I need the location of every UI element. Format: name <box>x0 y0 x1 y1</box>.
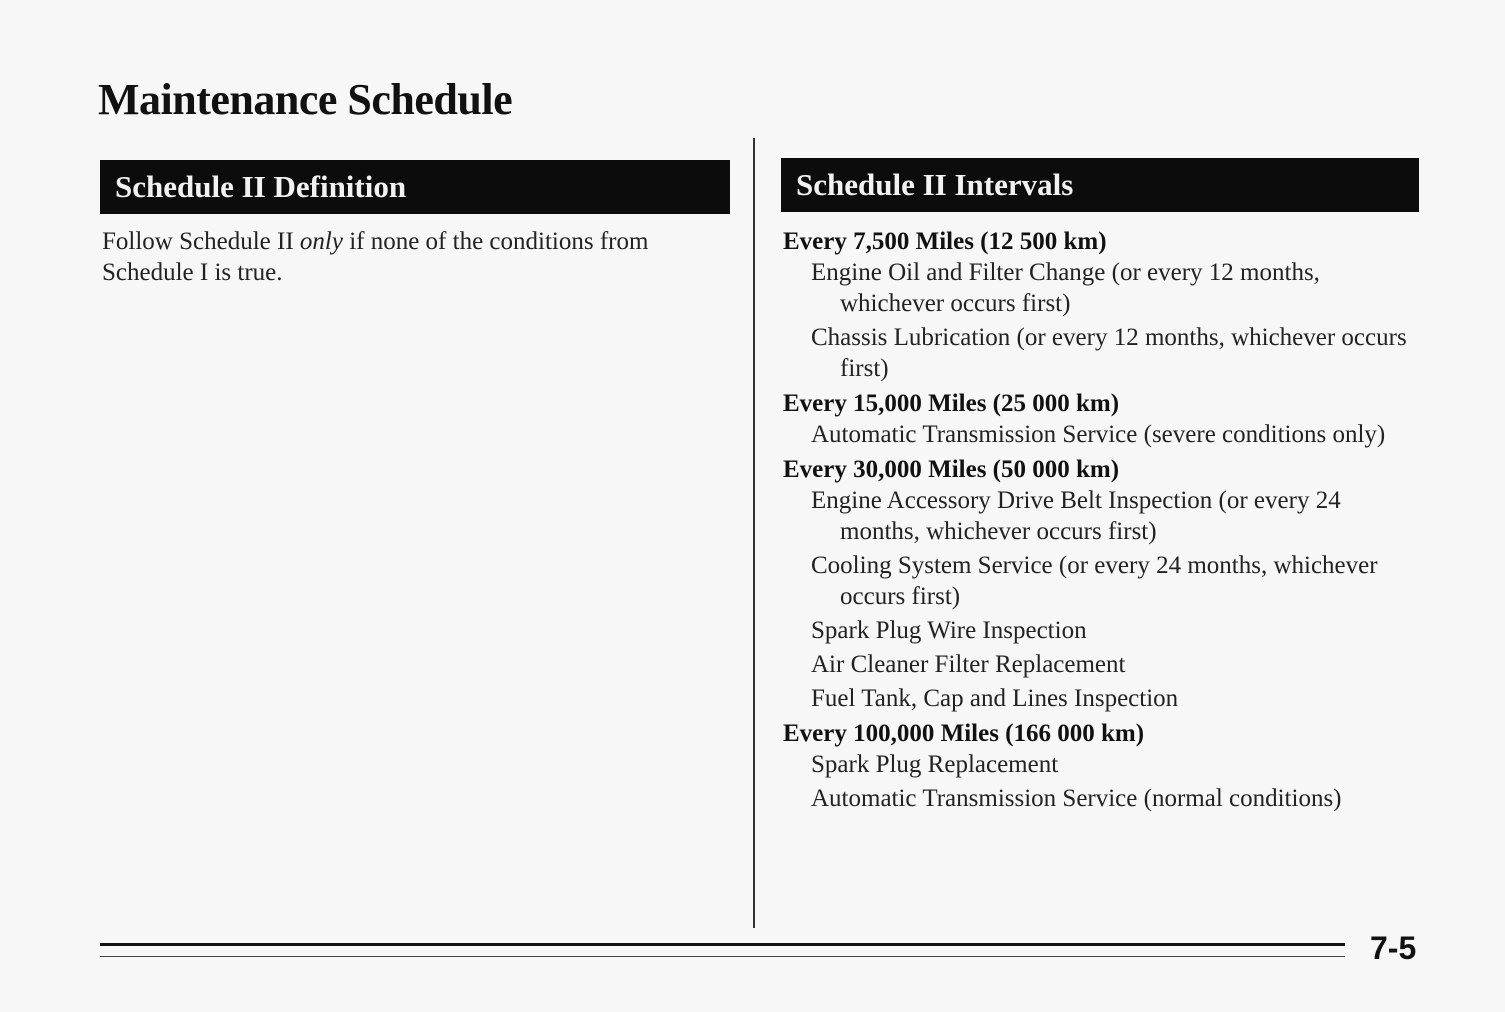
interval-item: Automatic Transmission Service (severe conditions only) <box>811 421 1386 448</box>
definition-text <box>102 226 727 288</box>
interval-heading: Every 100,000 Miles (166 000 km) <box>783 720 1145 747</box>
interval-item: Air Cleaner Filter Replacement <box>811 651 1126 678</box>
interval-item: Spark Plug Replacement <box>811 751 1059 778</box>
interval-heading: Every 30,000 Miles (50 000 km) <box>783 456 1120 483</box>
interval-item: Engine Accessory Drive Belt Inspection (or every 24 months, whichever occurs first) <box>811 487 1341 545</box>
interval-group-15000 <box>783 388 1413 450</box>
page-number: 7-5 <box>1370 930 1417 966</box>
interval-heading: Every 7,500 Miles (12 500 km) <box>783 228 1107 255</box>
intervals-section-header: Schedule II Intervals <box>781 158 1419 212</box>
column-divider <box>753 138 755 928</box>
interval-heading: Every 15,000 Miles (25 000 km) <box>783 390 1120 417</box>
interval-item: Fuel Tank, Cap and Lines Inspection <box>811 685 1179 712</box>
interval-group-7500 <box>783 226 1413 384</box>
definition-text-start: Follow Schedule II <box>102 228 300 255</box>
interval-item: Automatic Transmission Service (normal conditions) <box>811 785 1342 812</box>
interval-group-100000 <box>783 718 1413 814</box>
footer-rule-thin <box>100 956 1345 957</box>
interval-item: Cooling System Service (or every 24 months, whichever occurs first) <box>811 552 1378 610</box>
interval-item: Spark Plug Wire Inspection <box>811 617 1087 644</box>
intervals-list <box>783 226 1413 818</box>
definition-section-header: Schedule II Definition <box>100 160 730 214</box>
interval-item: Chassis Lubrication (or every 12 months, whichever occurs first) <box>811 324 1407 382</box>
interval-group-30000 <box>783 454 1413 714</box>
definition-text-end: if none of the conditions from Schedule I is true. <box>102 228 649 286</box>
page-title: Maintenance Schedule <box>98 75 513 124</box>
interval-item: Engine Oil and Filter Change (or every 12 months, whichever occurs first) <box>811 259 1320 317</box>
footer-rule-thick <box>100 943 1345 946</box>
definition-emphasis: only <box>299 228 343 255</box>
